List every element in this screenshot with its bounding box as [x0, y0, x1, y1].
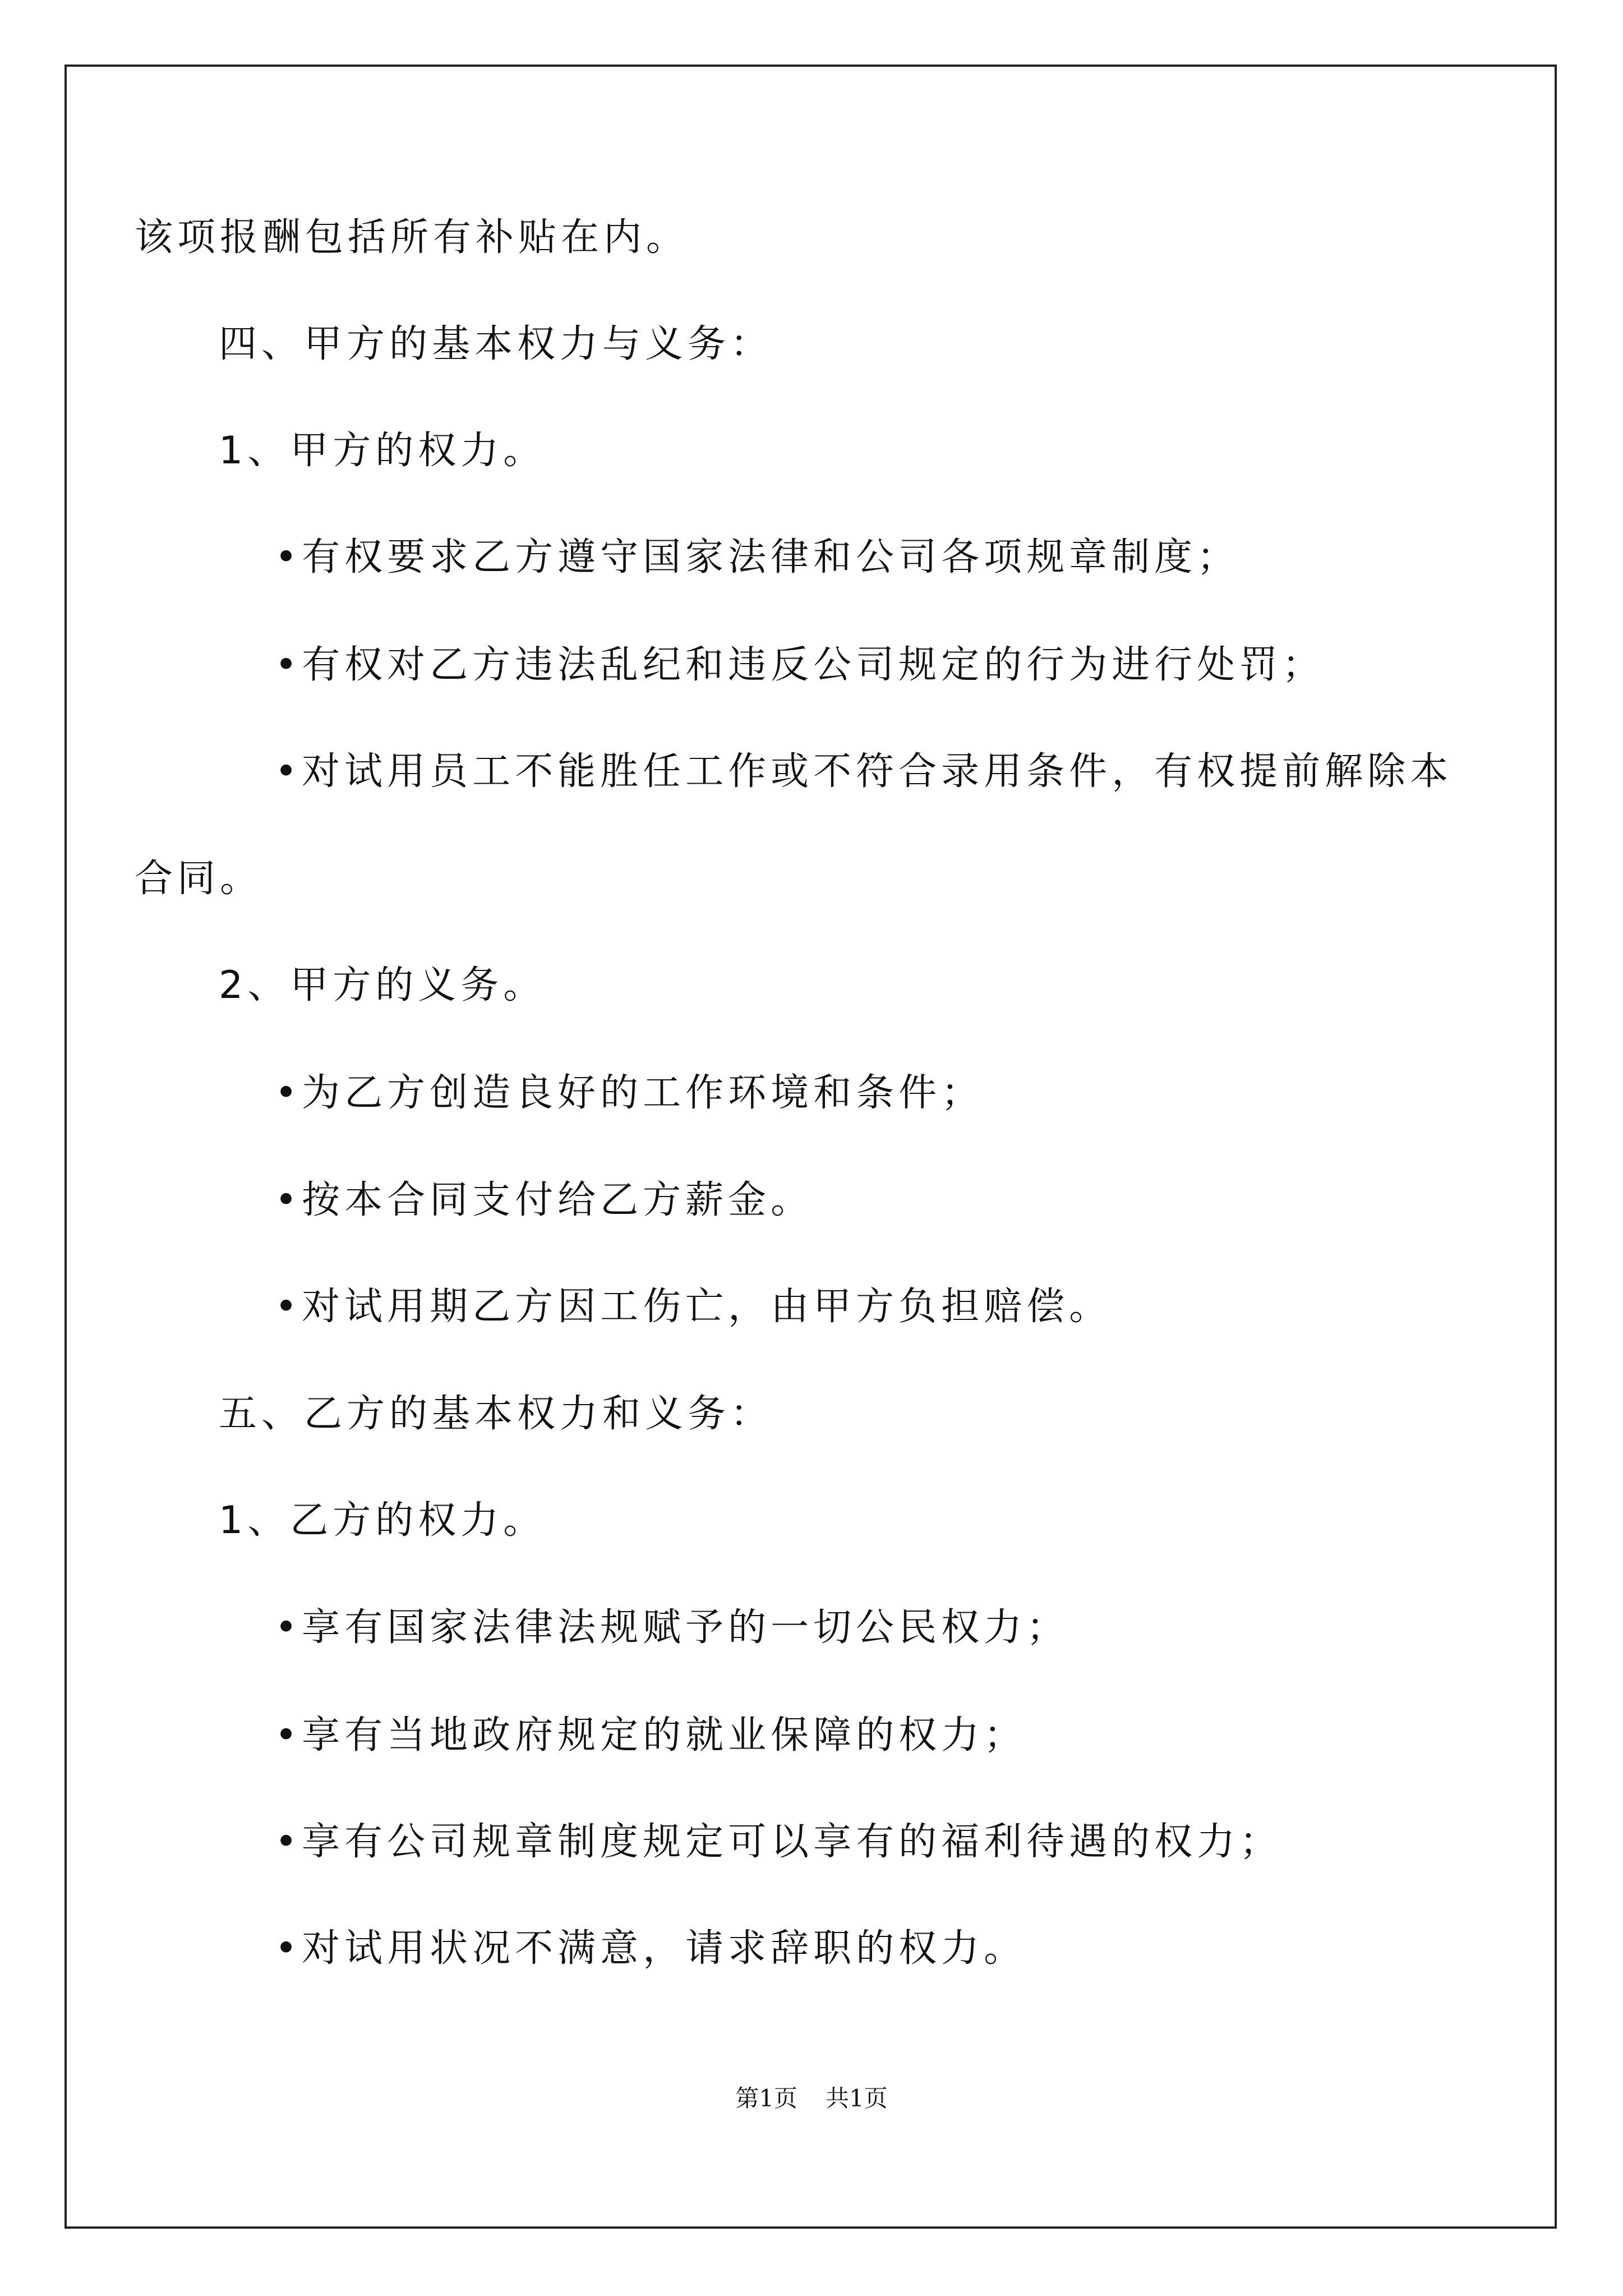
bullet-item: •按本合同支付给乙方薪金。	[275, 1178, 814, 1222]
text-line: 合同。	[135, 857, 263, 901]
subsection-heading: 1、甲方的权力。	[219, 429, 546, 473]
page-number: 第1页	[735, 2085, 797, 2112]
section-heading: 四、甲方的基本权力与义务：	[219, 322, 773, 366]
bullet-item: •有权对乙方违法乱纪和违反公司规定的行为进行处罚；	[275, 643, 1325, 687]
page-border	[64, 65, 1557, 2229]
bullet-item: •对试用状况不满意，请求辞职的权力。	[275, 1926, 1027, 1971]
page-footer	[0, 2087, 1623, 2110]
bullet-item: •享有当地政府规定的就业保障的权力；	[275, 1713, 1027, 1757]
bullet-item: •对试用期乙方因工伤亡，由甲方负担赔偿。	[275, 1285, 1112, 1329]
bullet-item: •有权要求乙方遵守国家法律和公司各项规章制度；	[275, 535, 1240, 579]
bullet-item: •为乙方创造良好的工作环境和条件；	[275, 1071, 984, 1115]
text-line: 该项报酬包括所有补贴在内。	[135, 215, 689, 260]
bullet-item: •享有公司规章制度规定可以享有的福利待遇的权力；	[275, 1820, 1283, 1864]
section-heading: 五、乙方的基本权力和义务：	[219, 1392, 773, 1436]
subsection-heading: 2、甲方的义务。	[219, 963, 546, 1007]
bullet-item: •对试用员工不能胜任工作或不符合录用条件，有权提前解除本	[275, 749, 1453, 794]
page-total: 共1页	[826, 2085, 888, 2112]
subsection-heading: 1、乙方的权力。	[219, 1498, 546, 1543]
bullet-item: •享有国家法律法规赋予的一切公民权力；	[275, 1605, 1069, 1650]
